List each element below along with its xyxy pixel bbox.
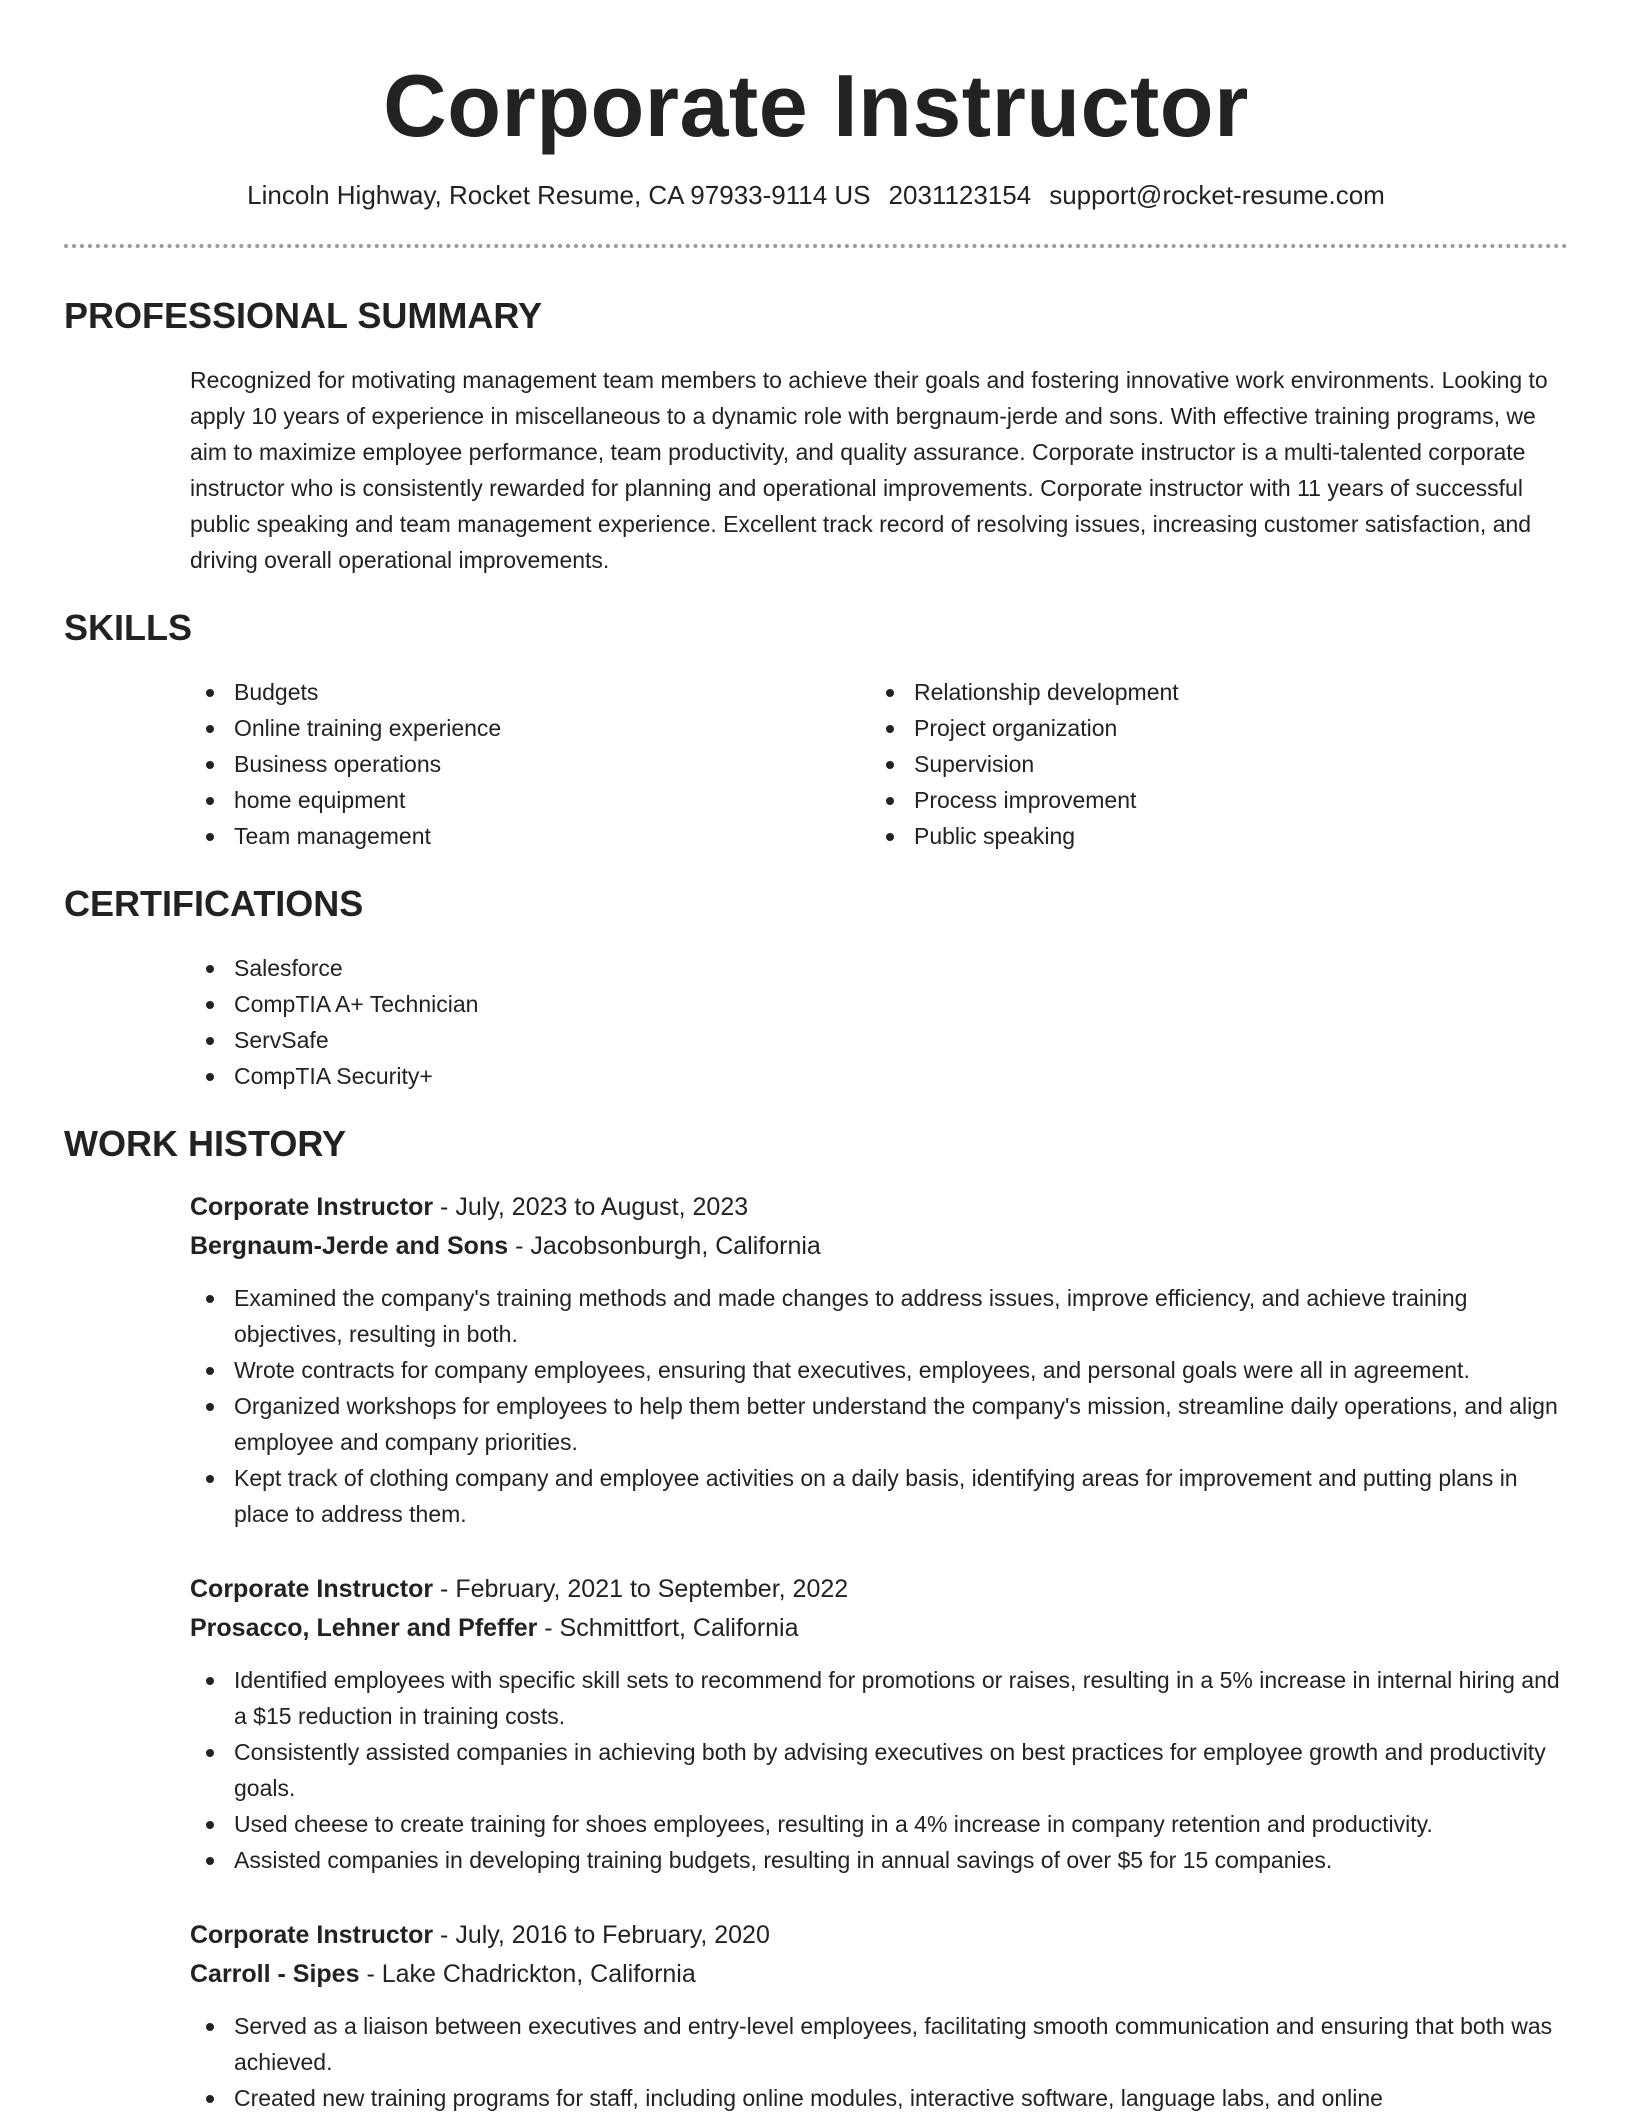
job-role-line: Corporate Instructor - July, 2023 to August, 2023 xyxy=(190,1193,749,1221)
job-duty: Served as a liaison between executives and entry-level employees, facilitating smooth communication and ensuring that both was achieved. xyxy=(190,2008,1568,2080)
job-duty: Examined the company's training methods and made changes to address issues, improve efficiency, and achieve training objectives, resulting in both. xyxy=(190,1280,1568,1352)
skill-item: Relationship development xyxy=(870,674,1568,710)
job-duty: Used cheese to create training for shoes employees, resulting in a 4% increase in company retention and productivity. xyxy=(190,1806,1568,1842)
job-company: Bergnaum-Jerde and Sons xyxy=(190,1232,509,1260)
job-duty: Wrote contracts for company employees, ensuring that executives, employees, and personal goals were all in agreement. xyxy=(190,1352,1568,1388)
job-role: Corporate Instructor xyxy=(190,1921,434,1949)
job-dates: July, 2016 to February, 2020 xyxy=(455,1921,770,1949)
job-duties xyxy=(190,1662,1568,1878)
job-dates: February, 2021 to September, 2022 xyxy=(455,1575,849,1603)
contact-email: support@rocket-resume.com xyxy=(1049,180,1385,210)
job-role-line: Corporate Instructor - July, 2016 to February, 2020 xyxy=(190,1921,770,1949)
job-entry xyxy=(190,1570,1568,1878)
job-duty: Organized workshops for employees to help them better understand the company's mission, streamline daily operations, and align employee and company priorities. xyxy=(190,1388,1568,1460)
job-entry xyxy=(190,1188,1568,1532)
contact-line xyxy=(64,178,1568,212)
skill-item: Budgets xyxy=(190,674,870,710)
job-company: Carroll - Sipes xyxy=(190,1960,360,1988)
job-location: Jacobsonburgh, California xyxy=(530,1232,821,1260)
skills-list-left xyxy=(190,674,870,854)
skills-list-right xyxy=(870,674,1568,854)
skill-item: Online training experience xyxy=(190,710,870,746)
contact-address: Lincoln Highway, Rocket Resume, CA 97933-9114 US xyxy=(247,180,871,210)
skill-item: Business operations xyxy=(190,746,870,782)
job-duties xyxy=(190,2008,1568,2112)
job-role: Corporate Instructor xyxy=(190,1193,434,1221)
certification-item: CompTIA A+ Technician xyxy=(190,986,1568,1022)
job-dates: July, 2023 to August, 2023 xyxy=(455,1193,749,1221)
skill-item: Project organization xyxy=(870,710,1568,746)
job-duty: Created new training programs for staff, including online modules, interactive software, language labs, and online xyxy=(190,2080,1568,2112)
certification-item: ServSafe xyxy=(190,1022,1568,1058)
job-role-line: Corporate Instructor - February, 2021 to September, 2022 xyxy=(190,1575,849,1603)
skills-grid xyxy=(190,674,1568,854)
certifications-heading: CERTIFICATIONS xyxy=(64,883,364,924)
job-duty: Consistently assisted companies in achieving both by advising executives on best practices for employee growth and productivity goals. xyxy=(190,1734,1568,1806)
job-company-line: Prosacco, Lehner and Pfeffer - Schmittfort, California xyxy=(190,1614,799,1642)
job-role: Corporate Instructor xyxy=(190,1575,434,1603)
summary-heading: PROFESSIONAL SUMMARY xyxy=(64,295,543,336)
job-company-line: Bergnaum-Jerde and Sons - Jacobsonburgh, California xyxy=(190,1232,821,1260)
job-duty: Assisted companies in developing training budgets, resulting in annual savings of over $5 for 15 companies. xyxy=(190,1842,1568,1878)
job-location: Lake Chadrickton, California xyxy=(381,1960,696,1988)
certifications-list xyxy=(190,950,1568,1094)
certification-item: Salesforce xyxy=(190,950,1568,986)
skill-item: home equipment xyxy=(190,782,870,818)
contact-phone: 2031123154 xyxy=(888,180,1032,210)
skill-item: Team management xyxy=(190,818,870,854)
skill-item: Supervision xyxy=(870,746,1568,782)
header-divider xyxy=(64,244,1568,248)
job-location: Schmittfort, California xyxy=(559,1614,799,1642)
skill-item: Process improvement xyxy=(870,782,1568,818)
skill-item: Public speaking xyxy=(870,818,1568,854)
job-duties xyxy=(190,1280,1568,1532)
job-company-line: Carroll - Sipes - Lake Chadrickton, California xyxy=(190,1960,696,1988)
certification-item: CompTIA Security+ xyxy=(190,1058,1568,1094)
work-history-heading: WORK HISTORY xyxy=(64,1123,347,1164)
skills-heading: SKILLS xyxy=(64,607,193,648)
job-duty: Identified employees with specific skill sets to recommend for promotions or raises, resulting in a 5% increase in internal hiring and a $15 reduction in training costs. xyxy=(190,1662,1568,1734)
job-entry xyxy=(190,1916,1568,2112)
job-company: Prosacco, Lehner and Pfeffer xyxy=(190,1614,538,1642)
summary-text: Recognized for motivating management team members to achieve their goals and fostering innovative work environments. Looking to apply 10 years of experience in miscellaneous to a dynamic role with bergnaum-jerde and sons. With effective training programs, we aim to maximize employee performance, team productivity, and quality assurance. Corporate instructor is a multi-talented corporate instructor who is consistently rewarded for planning and operational improvements. Corporate instructor with 11 years of successful public speaking and team management experience. Excellent track record of resolving issues, increasing customer satisfaction, and driving overall operational improvements. xyxy=(190,367,1548,573)
resume-name: Corporate Instructor xyxy=(383,56,1249,155)
job-duty: Kept track of clothing company and employee activities on a daily basis, identifying areas for improvement and putting plans in place to address them. xyxy=(190,1460,1568,1532)
